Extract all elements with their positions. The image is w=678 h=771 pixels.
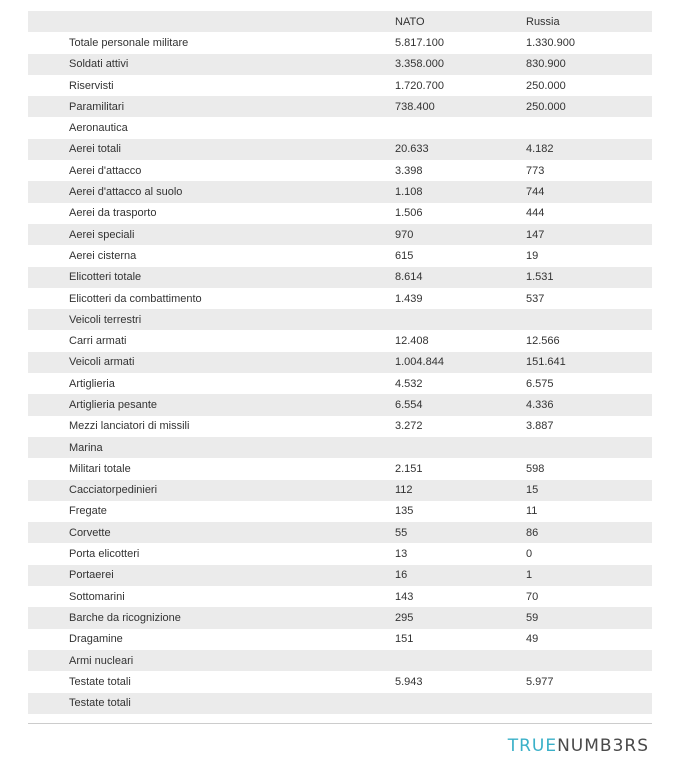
row-nato-value: 8.614: [395, 271, 423, 284]
table-body: [28, 32, 652, 714]
table-row: [28, 607, 652, 628]
row-nato-value: 1.506: [395, 207, 423, 220]
row-nato-value: 1.439: [395, 292, 423, 305]
row-label: Artiglieria: [69, 377, 115, 390]
row-label: Paramilitari: [69, 100, 125, 113]
row-russia-value: 86: [526, 526, 539, 539]
row-russia-value: 1: [526, 569, 533, 582]
row-label: Elicotteri totale: [69, 271, 142, 284]
table-row: [28, 288, 652, 309]
table-row: [28, 352, 652, 373]
table-header-row: [28, 11, 652, 32]
row-russia-value: 49: [526, 633, 539, 646]
row-label: Carri armati: [69, 335, 127, 348]
row-label: Aerei da trasporto: [69, 207, 157, 220]
table-row: [28, 458, 652, 479]
table-row: [28, 96, 652, 117]
row-nato-value: 3.358.000: [395, 58, 444, 71]
row-nato-value: 295: [395, 611, 414, 624]
row-label: Aerei d'attacco: [69, 164, 142, 177]
row-russia-value: 147: [526, 228, 545, 241]
row-label: Riservisti: [69, 79, 114, 92]
row-nato-value: 5.943: [395, 675, 423, 688]
row-nato-value: 2.151: [395, 462, 423, 475]
row-russia-value: 4.336: [526, 398, 554, 411]
table-row: [28, 309, 652, 330]
table-row: [28, 267, 652, 288]
row-nato-value: 16: [395, 569, 408, 582]
comparison-table: [28, 11, 652, 714]
row-label: Veicoli terrestri: [69, 313, 142, 326]
row-russia-value: 5.977: [526, 675, 554, 688]
row-label: Fregate: [69, 505, 107, 518]
table-row: [28, 671, 652, 692]
row-label: Armi nucleari: [69, 654, 134, 667]
row-label: Dragamine: [69, 633, 123, 646]
row-nato-value: 12.408: [395, 335, 429, 348]
table-row: [28, 522, 652, 543]
table-row: [28, 203, 652, 224]
row-label: Sottomarini: [69, 590, 125, 603]
row-russia-value: 6.575: [526, 377, 554, 390]
table-row: [28, 416, 652, 437]
row-nato-value: 135: [395, 505, 414, 518]
row-nato-value: 143: [395, 590, 414, 603]
table-row: [28, 330, 652, 351]
row-label: Mezzi lanciatori di missili: [69, 420, 190, 433]
table-row: [28, 75, 652, 96]
row-russia-value: 11: [526, 505, 538, 518]
row-label: Aerei cisterna: [69, 249, 137, 262]
table-row: [28, 224, 652, 245]
row-label: Porta elicotteri: [69, 548, 140, 561]
table-row: [28, 543, 652, 564]
table-row: [28, 181, 652, 202]
table-row: [28, 139, 652, 160]
row-label: Aerei totali: [69, 143, 121, 156]
row-nato-value: 1.108: [395, 186, 423, 199]
table-row: [28, 160, 652, 181]
row-russia-value: 250.000: [526, 100, 566, 113]
table-row: [28, 394, 652, 415]
row-label: Artiglieria pesante: [69, 398, 158, 411]
row-label: Corvette: [69, 526, 111, 539]
table-row: [28, 501, 652, 522]
table-row: [28, 245, 652, 266]
row-nato-value: 151: [395, 633, 414, 646]
row-label: Marina: [69, 441, 103, 454]
row-nato-value: 6.554: [395, 398, 423, 411]
row-russia-value: 537: [526, 292, 545, 305]
row-label: Soldati attivi: [69, 58, 129, 71]
table-row: [28, 480, 652, 501]
row-label: Aerei d'attacco al suolo: [69, 186, 183, 199]
row-label: Elicotteri da combattimento: [69, 292, 202, 305]
row-russia-value: 4.182: [526, 143, 554, 156]
row-nato-value: 20.633: [395, 143, 429, 156]
table-row: [28, 373, 652, 394]
row-label: Testate totali: [69, 675, 131, 688]
row-russia-value: 3.887: [526, 420, 554, 433]
row-nato-value: 55: [395, 526, 408, 539]
row-nato-value: 5.817.100: [395, 36, 444, 49]
row-russia-value: 0: [526, 548, 533, 561]
row-russia-value: 1.330.900: [526, 36, 575, 49]
table-row: [28, 437, 652, 458]
row-russia-value: 151.641: [526, 356, 566, 369]
row-label: Cacciatorpedinieri: [69, 484, 158, 497]
row-nato-value: 738.400: [395, 100, 435, 113]
row-nato-value: 3.398: [395, 164, 423, 177]
header-russia: Russia: [526, 15, 560, 28]
header-nato: NATO: [395, 15, 425, 28]
table-row: [28, 693, 652, 714]
row-russia-value: 250.000: [526, 79, 566, 92]
row-label: Veicoli armati: [69, 356, 135, 369]
row-nato-value: 4.532: [395, 377, 423, 390]
row-label: Aeronautica: [69, 122, 128, 135]
row-nato-value: 1.004.844: [395, 356, 444, 369]
row-label: Totale personale militare: [69, 36, 189, 49]
row-russia-value: 744: [526, 186, 545, 199]
truenumbers-logo: [508, 736, 649, 756]
row-russia-value: 830.900: [526, 58, 566, 71]
table-row: [28, 650, 652, 671]
table-row: [28, 565, 652, 586]
table-row: [28, 117, 652, 138]
row-russia-value: 59: [526, 611, 539, 624]
table-row: [28, 629, 652, 650]
row-label: Portaerei: [69, 569, 114, 582]
row-nato-value: 3.272: [395, 420, 423, 433]
row-russia-value: 19: [526, 249, 539, 262]
row-russia-value: 1.531: [526, 271, 554, 284]
logo-numbers-text: NUMB3RS: [557, 736, 649, 756]
row-nato-value: 615: [395, 249, 414, 262]
row-russia-value: 598: [526, 462, 545, 475]
row-label: Aerei speciali: [69, 228, 135, 241]
row-label: Militari totale: [69, 462, 131, 475]
table-row: [28, 32, 652, 53]
row-nato-value: 1.720.700: [395, 79, 444, 92]
table-row: [28, 54, 652, 75]
row-nato-value: 112: [395, 484, 413, 497]
row-label: Barche da ricognizione: [69, 611, 181, 624]
row-russia-value: 70: [526, 590, 539, 603]
logo-true-text: TRUE: [507, 736, 558, 756]
row-russia-value: 12.566: [526, 335, 560, 348]
row-russia-value: 773: [526, 164, 545, 177]
row-russia-value: 444: [526, 207, 545, 220]
row-nato-value: 970: [395, 228, 414, 241]
row-russia-value: 15: [526, 484, 539, 497]
row-nato-value: 13: [395, 548, 408, 561]
row-label: Testate totali: [69, 697, 131, 710]
footer-divider: [28, 723, 652, 724]
table-row: [28, 586, 652, 607]
